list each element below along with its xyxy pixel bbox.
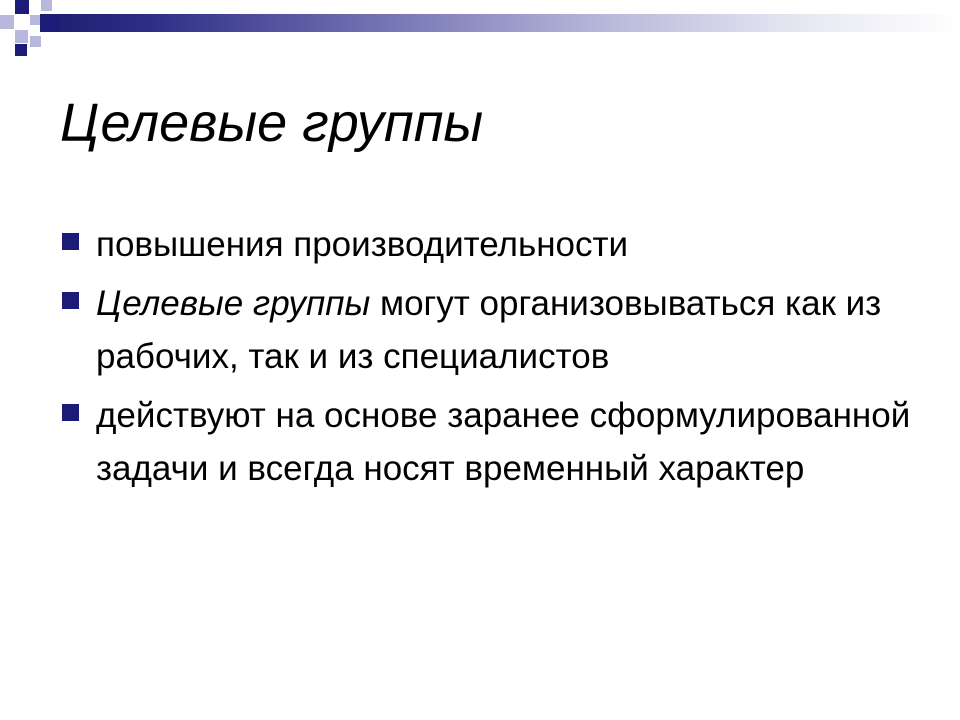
bullet-item xyxy=(60,277,920,383)
decor-square-light-2 xyxy=(0,15,14,29)
decor-square-light-1 xyxy=(41,0,52,11)
decor-square-dark-2 xyxy=(44,16,60,32)
gradient-bar xyxy=(40,14,960,32)
header-decoration xyxy=(0,0,960,60)
decor-square-dark-3 xyxy=(15,44,27,56)
decor-square-light-3 xyxy=(30,15,40,25)
decor-square-light-5 xyxy=(30,36,41,47)
square-bullet-icon xyxy=(62,233,79,250)
bullet-item xyxy=(60,218,920,271)
bullet-text: повышения производительности xyxy=(96,225,629,264)
decor-square-light-4 xyxy=(15,30,28,43)
bullet-list xyxy=(60,218,920,501)
decor-square-dark-1 xyxy=(15,0,29,14)
square-bullet-icon xyxy=(62,292,79,309)
bullet-italic-term: Целевые группы xyxy=(96,284,371,323)
bullet-item xyxy=(60,389,920,495)
slide-title: Целевые группы xyxy=(60,93,484,153)
bullet-text: могут организовываться как из рабочих, так и из специалистов xyxy=(96,284,882,376)
bullet-text: действуют на основе заранее сформулированной задачи и всегда носят временный характер xyxy=(96,396,911,488)
square-bullet-icon xyxy=(62,404,79,421)
